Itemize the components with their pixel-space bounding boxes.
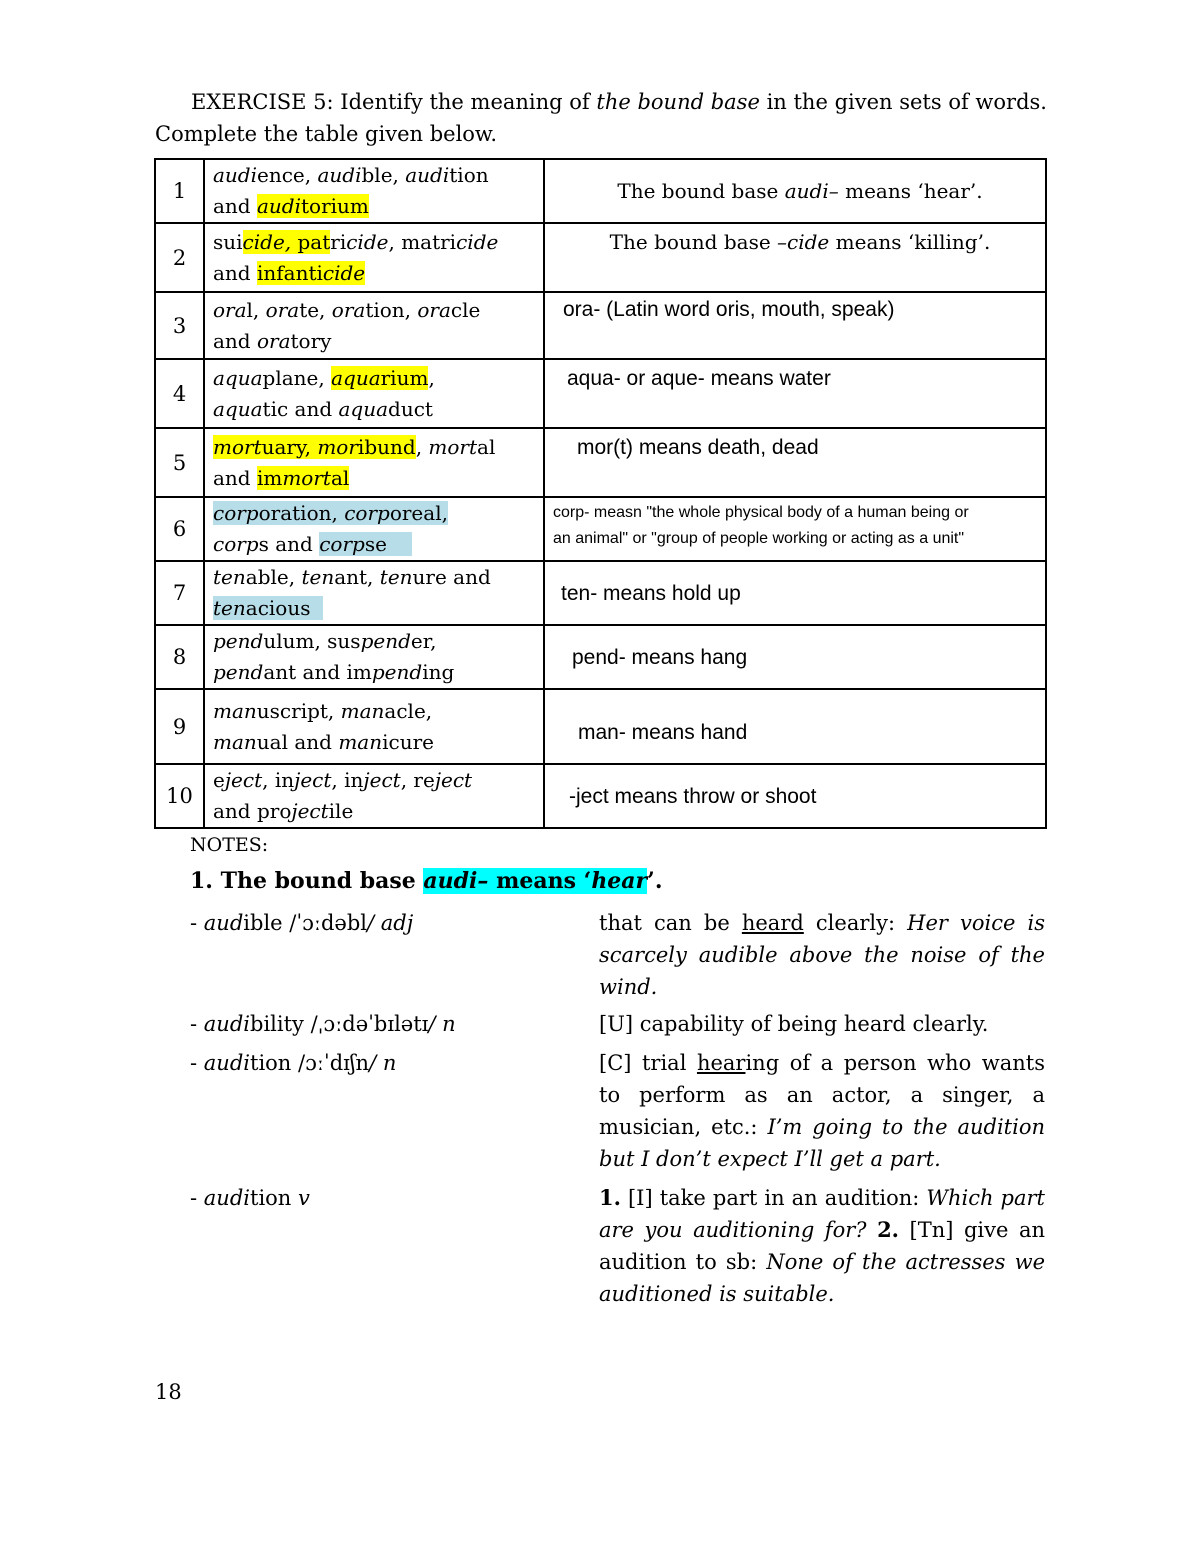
meaning-cell: ten- means hold up [544,561,1046,625]
entry-definition: [U] capability of being heard clearly. [599,1012,989,1036]
notes-heading: 1. The bound base audi– means ‘hear’. [190,868,663,894]
entry-headword: - audition /ɔːˈdɪʃn/ n [190,1051,397,1075]
exercise-instructions: EXERCISE 5: Identify the meaning of the bound base in the given sets of words. Complete the table given below. [155,90,1047,146]
exercise-label: EXERCISE 5 [191,90,327,114]
row-number: 1 [155,159,204,223]
table-row [155,159,1046,223]
entry-definition: [C] trial hearing of a person who wants to perform as an actor, a singer, a musician, etc.: I’m going to the audition but I don’t expect I’ll get a part. [599,1051,1045,1171]
entry-headword: - audibility /ˌɔːdəˈbɪlətɪ/ n [190,1012,456,1036]
meaning-cell: corp- measn "the whole physical body of a human being or an animal" or "group of people working or acting as a unit" [544,497,1046,561]
word-set: pendulum, suspender, pendant and impending [204,625,544,689]
table-row [155,428,1046,497]
meaning-cell: The bound base audi– means ‘hear’. [544,159,1046,223]
row-number: 9 [155,689,204,764]
row-number: 7 [155,561,204,625]
exercise-table [154,158,1047,829]
notes-label: NOTES: [190,834,269,856]
meaning-cell: mor(t) means death, dead [544,428,1046,497]
meaning-cell: -ject means throw or shoot [544,764,1046,828]
table-row [155,625,1046,689]
row-number: 4 [155,359,204,428]
word-set: corporation, corporeal, corps and corpse [204,497,544,561]
table-row [155,689,1046,764]
row-number: 3 [155,292,204,359]
meaning-cell: pend- means hang [544,625,1046,689]
table-row [155,497,1046,561]
meaning-cell: man- means hand [544,689,1046,764]
table-row [155,223,1046,292]
word-set: eject, inject, inject, reject and projectile [204,764,544,828]
word-set: mortuary, moribund, mortal and immortal [204,428,544,497]
table-row [155,764,1046,828]
page-number: 18 [155,1380,182,1404]
word-set: oral, orate, oration, oracle and oratory [204,292,544,359]
row-number: 5 [155,428,204,497]
entry-definition: that can be heard clearly: Her voice is scarcely audible above the noise of the wind. [599,911,1045,999]
entry-headword: - audible /ˈɔːdəbl/ adj [190,911,414,935]
row-number: 10 [155,764,204,828]
row-number: 6 [155,497,204,561]
word-set: tenable, tenant, tenure and tenacious [204,561,544,625]
word-set: suicide, patricide, matricide and infanticide [204,223,544,292]
word-set: manuscript, manacle, manual and manicure [204,689,544,764]
entry-definition: 1. [I] take part in an audition: Which part are you auditioning for? 2. [Tn] give an audition to sb: None of the actresses we auditioned is suitable. [599,1185,1046,1306]
table-row [155,359,1046,428]
meaning-cell: The bound base –cide means ‘killing’. [544,223,1046,292]
word-set: audience, audible, audition and auditorium [204,159,544,223]
row-number: 8 [155,625,204,689]
table-row [155,292,1046,359]
table-row [155,561,1046,625]
entry-headword: - audition v [190,1186,310,1210]
word-set: aquaplane, aquarium, aquatic and aquaduct [204,359,544,428]
meaning-cell: ora- (Latin word oris, mouth, speak) [544,292,1046,359]
row-number: 2 [155,223,204,292]
meaning-cell: aqua- or aque- means water [544,359,1046,428]
